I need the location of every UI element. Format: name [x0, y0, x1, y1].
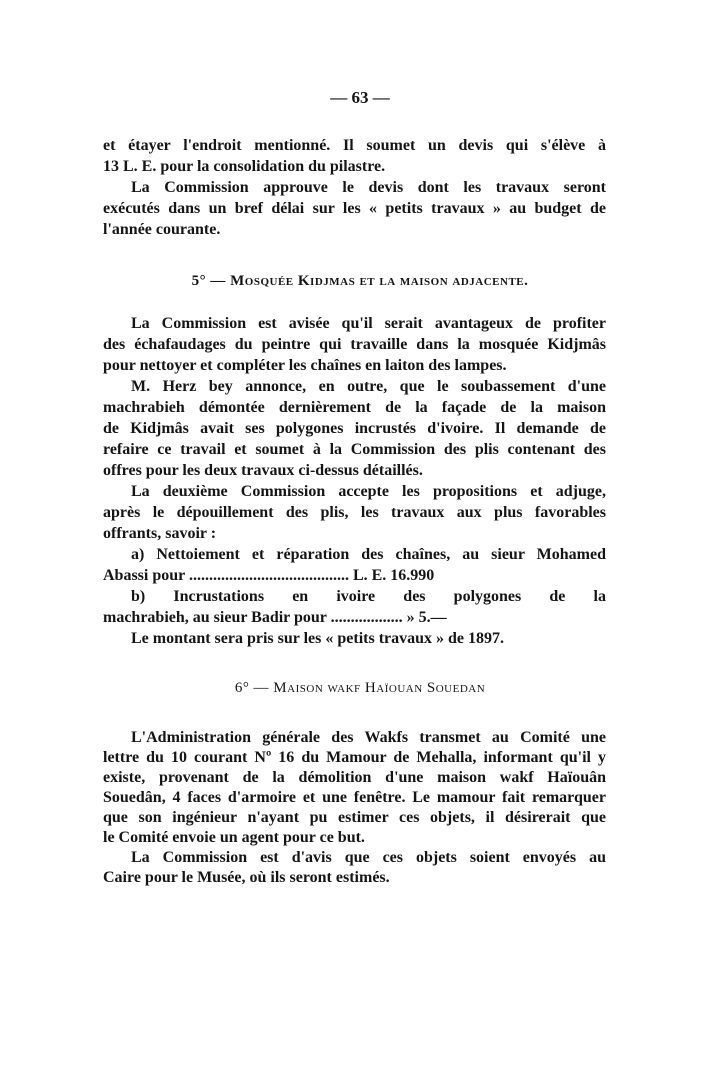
- text-line: exécutés dans un bref délai sur les « petits travaux » au budget de: [103, 200, 606, 217]
- paragraph: [103, 135, 606, 177]
- text-line: Abassi pour ........................................ L. E. 16.990: [103, 567, 435, 584]
- text-line: M. Herz bey annonce, en outre, que le soubassement d'une: [131, 378, 606, 395]
- text-line: que son ingénieur n'ayant pu estimer ces objets, il désirerait que: [103, 809, 606, 826]
- text-line: l'année courante.: [103, 221, 221, 238]
- paragraph: [103, 481, 606, 544]
- text-line: de Kidjmâs avait ses polygones incrustés d'ivoire. Il demande de: [103, 420, 606, 437]
- section-heading-6: 6° — Maison wakf Haïouan Souedan: [234, 680, 486, 696]
- paragraph: [103, 313, 606, 376]
- paragraph: [103, 544, 606, 586]
- text-line: des échafaudages du peintre qui travaille dans la mosquée Kidjmâs: [103, 336, 606, 353]
- text-line: existe, provenant de la démolition d'une maison wakf Haïouân: [103, 769, 606, 786]
- text-line: La Commission approuve le devis dont les travaux seront: [131, 179, 606, 196]
- text-line: b) Incrustations en ivoire des polygones de la: [131, 588, 606, 605]
- text-line: après le dépouillement des plis, les travaux aux plus favorables: [103, 504, 606, 521]
- paragraph: [103, 177, 606, 240]
- text-block-3: [103, 728, 606, 888]
- paragraph: [103, 628, 606, 649]
- text-line: machrabieh démontée dernièrement de la façade de la maison: [103, 399, 606, 416]
- text-line: et étayer l'endroit mentionné. Il soumet un devis qui s'élève à: [103, 137, 606, 154]
- text-line: Le montant sera pris sur les « petits travaux » de 1897.: [131, 630, 505, 647]
- text-line: pour nettoyer et compléter les chaînes en laiton des lampes.: [103, 357, 507, 374]
- paragraph: [103, 376, 606, 481]
- page-number: — 63 —: [330, 88, 390, 107]
- paragraph: [103, 848, 606, 888]
- text-line: La Commission est d'avis que ces objets soient envoyés au: [131, 849, 606, 866]
- text-block-2: [103, 313, 606, 649]
- text-line: machrabieh, au sieur Badir pour .................. » 5.—: [103, 609, 447, 626]
- text-line: La Commission est avisée qu'il serait avantageux de profiter: [131, 315, 606, 332]
- paragraph: [103, 728, 606, 848]
- text-line: L'Administration générale des Wakfs transmet au Comité une: [131, 729, 606, 746]
- text-line: Souedân, 4 faces d'armoire et une fenêtre. Le mamour fait remarquer: [103, 789, 606, 806]
- text-line: 13 L. E. pour la consolidation du pilastre.: [103, 158, 386, 175]
- text-line: La deuxième Commission accepte les propositions et adjuge,: [131, 483, 606, 500]
- text-line: offres pour les deux travaux ci-dessus détaillés.: [103, 462, 423, 479]
- text-line: a) Nettoiement et réparation des chaînes, au sieur Mohamed: [131, 546, 606, 563]
- paragraph: [103, 586, 606, 628]
- text-line: lettre du 10 courant Nº 16 du Mamour de Mehalla, informant qu'il y: [103, 749, 606, 766]
- text-line: offrants, savoir :: [103, 525, 217, 542]
- text-line: Caire pour le Musée, où ils seront estimés.: [103, 869, 390, 886]
- text-line: refaire ce travail et soumet à la Commission des plis contenant des: [103, 441, 606, 458]
- section-heading-5: 5° — Mosquée Kidjmas et la maison adjacente.: [191, 273, 529, 289]
- text-line: le Comité envoie un agent pour ce but.: [103, 829, 365, 846]
- text-block-1: [103, 135, 606, 240]
